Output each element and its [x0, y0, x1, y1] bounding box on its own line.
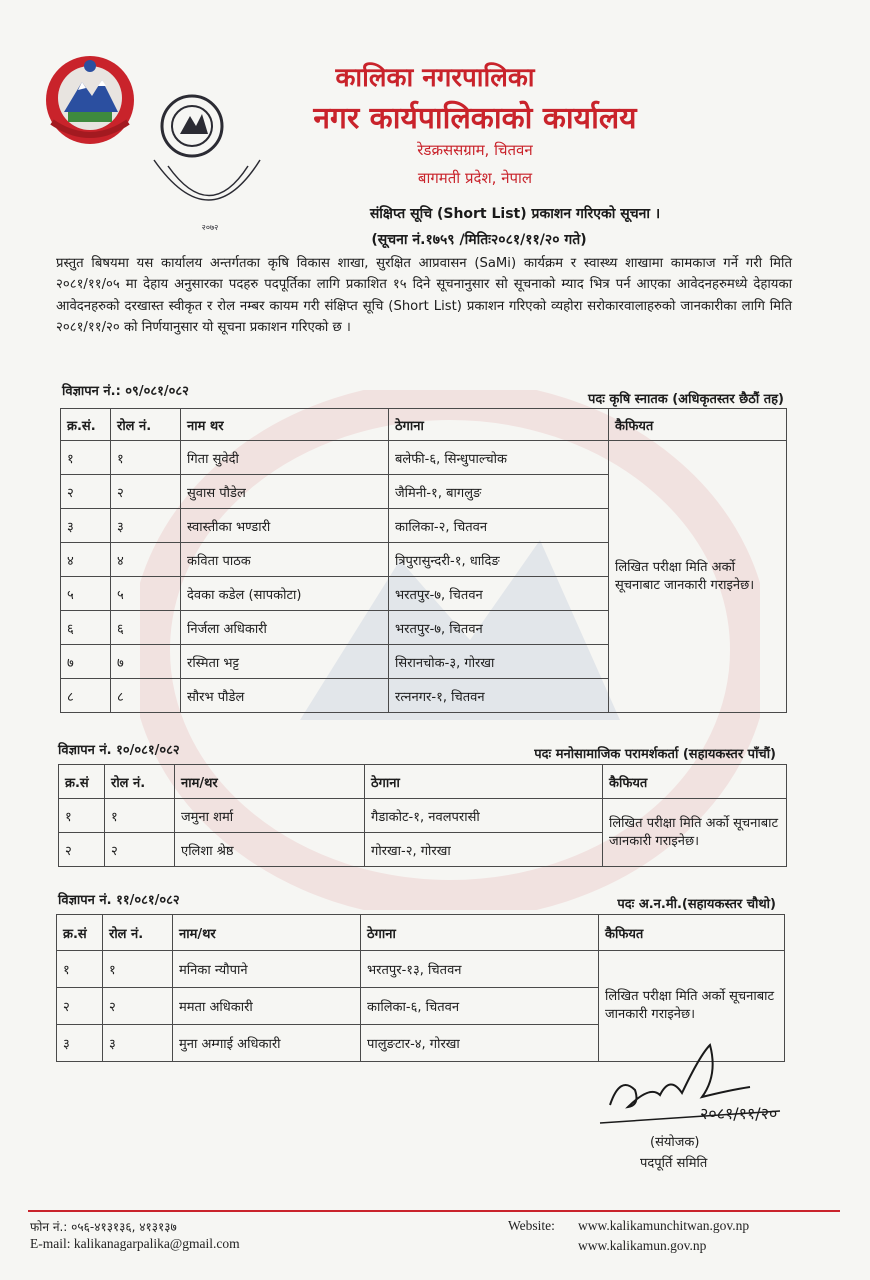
address-cell: गोरखा-२, गोरखा — [365, 833, 603, 867]
col-header-roll: रोल नं. — [111, 409, 181, 441]
col-header-serial: क्र.सं — [57, 915, 103, 951]
col-header-remarks: कैफियत — [599, 915, 785, 951]
footer-divider — [28, 1210, 840, 1212]
candidate-name-cell: सौरभ पौडेल — [181, 679, 389, 713]
notice-title: संक्षिप्त सूचि (Short List) प्रकाशन गरिएको सूचना । — [369, 206, 661, 222]
remarks-cell: लिखित परीक्षा मिति अर्को सूचनाबाट जानकारी गराइनेछ। — [603, 799, 787, 867]
office-province: बागमती प्रदेश, नेपाल — [417, 169, 533, 187]
col-header-remarks: कैफियत — [609, 409, 787, 441]
address-cell: त्रिपुरासुन्दरी-१, धादिङ — [389, 543, 609, 577]
col-header-name: नाम/थर — [175, 765, 365, 799]
advert-number-2: विज्ञापन नं. १०/०८१/०८२ — [58, 743, 180, 758]
serial-cell: ३ — [57, 1025, 103, 1062]
roll-number-cell: ४ — [111, 543, 181, 577]
roll-number-cell: २ — [111, 475, 181, 509]
table-row — [57, 951, 785, 988]
signatory-role: (संयोजक) — [650, 1135, 700, 1150]
footer-website-label: Website: — [508, 1218, 555, 1233]
serial-cell: ७ — [61, 645, 111, 679]
footer-phone: फोन नं.: ०५६-४१३१३६, ४१३१३७ — [30, 1220, 177, 1234]
col-header-serial: क्र.सं — [59, 765, 105, 799]
candidate-name-cell: रस्मिता भट्ट — [181, 645, 389, 679]
org-name: कालिका नगरपालिका — [335, 63, 535, 93]
col-header-name: नाम/थर — [173, 915, 361, 951]
post-title-1: पदः कृषि स्नातक (अधिकृतस्तर छैठौं तह) — [587, 392, 784, 407]
candidate-name-cell: कविता पाठक — [181, 543, 389, 577]
candidate-name-cell: जमुना शर्मा — [175, 799, 365, 833]
signatory-committee: पदपूर्ति समिति — [640, 1156, 708, 1171]
candidate-name-cell: निर्जला अधिकारी — [181, 611, 389, 645]
roll-number-cell: २ — [103, 988, 173, 1025]
col-header-remarks: कैफियत — [603, 765, 787, 799]
advert-number-1: विज्ञापन नं.: ०९/०८१/०८२ — [62, 384, 189, 399]
post-title-2: पदः मनोसामाजिक परामर्शकर्ता (सहायकस्तर पाँचौं) — [534, 747, 776, 762]
advert-number-3: विज्ञापन नं. ११/०८१/०८२ — [58, 893, 180, 908]
col-header-roll: रोल नं. — [103, 915, 173, 951]
candidate-name-cell: मनिका न्यौपाने — [173, 951, 361, 988]
signature-date: २०८१/११/२० — [700, 1104, 778, 1123]
notice-body: प्रस्तुत बिषयमा यस कार्यालय अन्तर्गतका कृषि विकास शाखा, सुरक्षित आप्रवासन (SaMi) कार्यक्रम र स्वास्थ्य शाखामा कामकाज गर्ने गरी मिति २०८१/११/०५ मा देहाय अनुसारका पदहरु पदपूर्तिका लागि प्रकाशित १५ दिने सूचनानुसार सो सूचनाको म्याद भित्र पर्न आएका आवेदनहरुमध्ये देहायका आवेदनहरुको दरखास्त स्वीकृत र रोल नम्बर कायम गरी संक्षिप्त सूचि (Short List) प्रकाशन गरिएको व्यहोरा सरोकारवालाहरुको जानकारीका लागि मिति २०८१/११/२० को निर्णयानुसार यो सूचना प्रकाशन गरिएको छ । — [56, 256, 792, 335]
table-row — [59, 799, 787, 833]
candidate-name-cell: सुवास पौडेल — [181, 475, 389, 509]
col-header-address: ठेगाना — [389, 409, 609, 441]
table-header-row — [59, 765, 787, 799]
col-header-serial: क्र.सं. — [61, 409, 111, 441]
roll-number-cell: २ — [105, 833, 175, 867]
serial-cell: ५ — [61, 577, 111, 611]
candidate-name-cell: एलिशा श्रेष्ठ — [175, 833, 365, 867]
serial-cell: १ — [61, 441, 111, 475]
remarks-cell: लिखित परीक्षा मिति अर्को सूचनाबाट जानकारी गराइनेछ। — [609, 441, 787, 713]
footer-website-2[interactable]: www.kalikamun.gov.np — [578, 1238, 707, 1253]
address-cell: रत्ननगर-१, चितवन — [389, 679, 609, 713]
candidate-name-cell: गिता सुवेदी — [181, 441, 389, 475]
roll-number-cell: ८ — [111, 679, 181, 713]
roll-number-cell: ३ — [111, 509, 181, 543]
office-address: रेडक्रससग्राम, चितवन — [417, 141, 533, 159]
post-title-3: पदः अ.न.मी.(सहायकस्तर चौथो) — [617, 897, 776, 912]
roll-number-cell: ३ — [103, 1025, 173, 1062]
address-cell: कालिका-६, चितवन — [361, 988, 599, 1025]
table-header-row — [57, 915, 785, 951]
roll-number-cell: १ — [103, 951, 173, 988]
col-header-address: ठेगाना — [361, 915, 599, 951]
roll-number-cell: ७ — [111, 645, 181, 679]
serial-cell: २ — [61, 475, 111, 509]
serial-cell: ६ — [61, 611, 111, 645]
footer-email: E-mail: kalikanagarpalika@gmail.com — [30, 1236, 240, 1251]
serial-cell: १ — [57, 951, 103, 988]
roll-number-cell: १ — [105, 799, 175, 833]
roll-number-cell: ६ — [111, 611, 181, 645]
address-cell: पालुङटार-४, गोरखा — [361, 1025, 599, 1062]
col-header-address: ठेगाना — [365, 765, 603, 799]
candidate-name-cell: देवका कडेल (सापकोटा) — [181, 577, 389, 611]
candidate-name-cell: मुना अम्गाई अधिकारी — [173, 1025, 361, 1062]
serial-cell: ३ — [61, 509, 111, 543]
table-row — [61, 441, 787, 475]
svg-text:२०७२: २०७२ — [201, 223, 219, 232]
handwritten-signature — [590, 1035, 790, 1135]
roll-number-cell: १ — [111, 441, 181, 475]
address-cell: कालिका-२, चितवन — [389, 509, 609, 543]
serial-cell: १ — [59, 799, 105, 833]
address-cell: भरतपुर-७, चितवन — [389, 577, 609, 611]
serial-cell: २ — [57, 988, 103, 1025]
address-cell: भरतपुर-७, चितवन — [389, 611, 609, 645]
serial-cell: २ — [59, 833, 105, 867]
serial-cell: ८ — [61, 679, 111, 713]
shortlist-table-1 — [60, 408, 787, 713]
address-cell: गैडाकोट-१, नवलपरासी — [365, 799, 603, 833]
table-header-row — [61, 409, 787, 441]
address-cell: जैमिनी-१, बागलुङ — [389, 475, 609, 509]
candidate-name-cell: स्वास्तीका भण्डारी — [181, 509, 389, 543]
shortlist-table-2 — [58, 764, 787, 867]
address-cell: सिरानचोक-३, गोरखा — [389, 645, 609, 679]
remarks-cell: लिखित परीक्षा मिति अर्को सूचनाबाट जानकारी गराइनेछ। — [599, 951, 785, 1062]
candidate-name-cell: ममता अधिकारी — [173, 988, 361, 1025]
address-cell: बलेफी-६, सिन्धुपाल्चोक — [389, 441, 609, 475]
footer-website-1[interactable]: www.kalikamunchitwan.gov.np — [578, 1218, 750, 1233]
col-header-roll: रोल नं. — [105, 765, 175, 799]
serial-cell: ४ — [61, 543, 111, 577]
roll-number-cell: ५ — [111, 577, 181, 611]
address-cell: भरतपुर-१३, चितवन — [361, 951, 599, 988]
col-header-name: नाम थर — [181, 409, 389, 441]
office-name: नगर कार्यपालिकाको कार्यालय — [313, 101, 637, 136]
notice-reference: (सूचना नं.१७५९ /मितिः२०८१/११/२० गते) — [371, 232, 587, 248]
